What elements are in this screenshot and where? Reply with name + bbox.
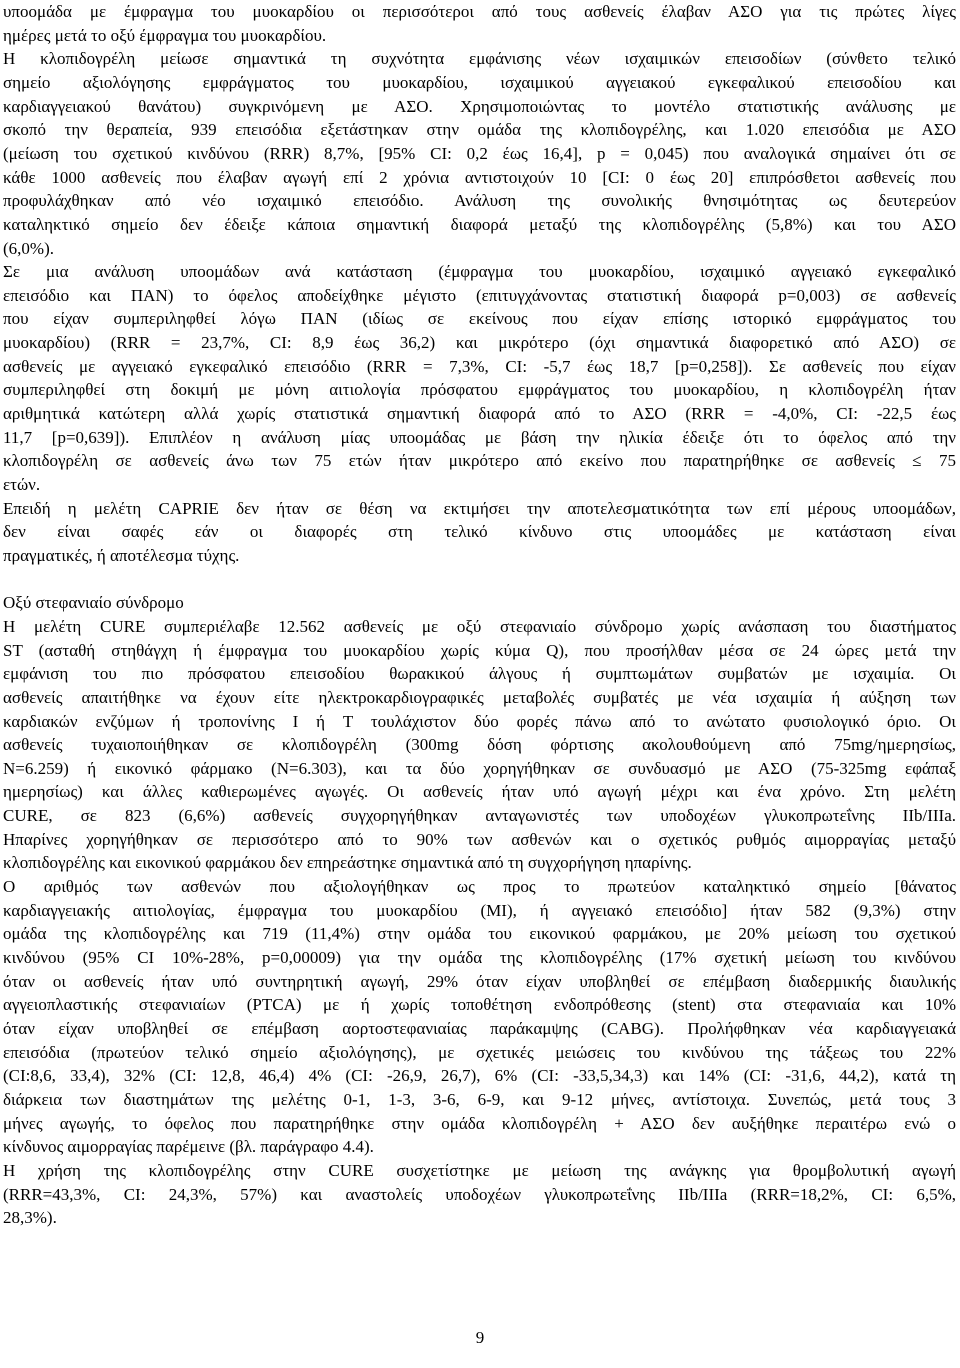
text-line: όταν οι ασθενείς ήταν υπό συντηρητική αγωγή, 29% όταν είχαν υποβληθεί σε επέμβαση διαδερμικής διαυλικής [3, 971, 956, 991]
text-line: διάρκεια των διαστημάτων της μελέτης 0-1, 1-3, 3-6, 6-9, και 9-12 μήνες, αντίστοιχα. Συνεπώς, μετά τους 3 [3, 1089, 956, 1109]
text-line: ασθενείς με αγγειακό εγκεφαλικό επεισόδιο (RRR = 7,3%, CI: -5,7 έως 18,7 [p=0,258]). Σε ασθενείς που είχαν [3, 356, 956, 376]
text-line: κλοπιδογρέλης και εικονικού φαρμάκου δεν επηρεάστηκε σημαντικά από τη συγχορήγηση ηπαρίνης. [3, 853, 692, 873]
text-line: κίνδυνος αιμορραγίας παρέμεινε (βλ. παράγραφο 4.4). [3, 1137, 374, 1157]
text-line: ασθενείς τυχαιοποιήθηκαν σε κλοπιδογρέλη (300mg δόση φόρτισης ακολουθούμενη από 75mg/ημερησίως, [3, 735, 956, 755]
text-line: ασθενείς απαιτήθηκε να έχουν είτε ηλεκτροκαρδιογραφικές μεταβολές συμβατές με νέα ισχαιμία ή αύξηση των [3, 687, 956, 707]
text-line: Ο αριθμός των ασθενών που αξιολογήθηκαν ως προς το πρωτεύον καταληκτικό σημείο [θάνατος [3, 877, 956, 897]
text-line: κινδύνου (95% CI 10%-28%, p=0,00009) για την ομάδα της κλοπιδογρέλης (17% σχετική μείωση του κινδύνου [3, 948, 956, 967]
text-line: 11,7 [p=0,639]). Επιπλέον η ανάλυση μίας υποομάδας με βάση την ηλικία έδειξε ότι το όφελος από την [3, 427, 956, 447]
text-line: εμφάνιση του πιο πρόσφατου επεισοδίου θωρακικού άλγους ή συμπτωμάτων συμβατών με ισχαιμία. Οι [3, 664, 956, 684]
text-line: 28,3%). [3, 1208, 57, 1228]
text-line: ST (ασταθή στηθάγχη ή έμφραγμα του μυοκαρδίου χωρίς κύμα Q), που προσήλθαν μέσα σε 24 ώρες μετά την [3, 640, 956, 660]
text-line: Η μελέτη CURE συμπεριέλαβε 12.562 ασθενείς με οξύ στεφανιαίο σύνδρομο χωρίς ανάσπαση του διαστήματος [3, 616, 956, 636]
text-line: ομάδα της κλοπιδογρέλης και 719 (11,4%) στην ομάδα του εικονικού φαρμάκου, με 20% μείωση του σχετικού [3, 924, 956, 944]
text-line: προφυλάχθηκαν από νέο ισχαιμικό επεισόδιο. Ανάλυση της συνολικής θνησιμότητας ως δευτερεύον [3, 191, 956, 211]
text-line: ετών. [3, 475, 41, 494]
text-line: καταληκτικό σημείο δεν έδειξε κάποια σημαντική διαφορά μεταξύ της κλοπιδογρέλης (5,8%) και του ΑΣΟ [3, 214, 956, 234]
text-line: υποομάδα με έμφραγμα του μυοκαρδίου οι περισσότεροι από τους ασθενείς έλαβαν ΑΣΟ για τις πρώτες λίγες [3, 2, 956, 21]
text-line: ημερησίως) και άλλες καθιερωμένες αγωγές. Οι ασθενείς ήταν υπό αγωγή μέχρι και ένα χρόνο. Στη μελέτη [3, 782, 956, 802]
text-line: σημείο αξιολόγησης εμφράγματος του μυοκαρδίου, ισχαιμικού αγγειακού εγκεφαλικού επεισοδίου και [3, 72, 956, 92]
text-line: (μείωση του σχετικού κινδύνου (RRR) 8,7%, [95% CI: 0,2 έως 16,4], p = 0,045) που αναλογικά σημαίνει ότι σε [3, 143, 956, 163]
text-line: Η χρήση της κλοπιδογρέλης στην CURE συσχετίστηκε με μείωση της ανάγκης για θρομβολυτική αγωγή [3, 1160, 956, 1180]
text-line: καρδιακών ενζύμων ή τροπονίνης I ή T τουλάχιστον δύο φορές πάνω από το ανώτατο φυσιολογικό όριο. Οι [3, 711, 956, 731]
text-line: αριθμητικά κατώτερη αλλά χωρίς στατιστικά σημαντική διαφορά από το ΑΣΟ (RRR = -4,0%, CI: -22,5 έως [3, 404, 956, 424]
text-line: καρδιαγγειακής αιτιολογίας, έμφραγμα του μυοκαρδίου (MI), ή αγγειακό επεισόδιο] ήταν 582 (9,3%) στην [3, 900, 956, 920]
text-line: πραγματικές, ή αποτέλεσμα τύχης. [3, 545, 240, 565]
text-line: N=6.259) ή εικονικό φάρμακο (N=6.303), και τα δύο χορηγήθηκαν σε συνδυασμό με ΑΣΟ (75-325mg εφάπαξ [3, 758, 956, 778]
text-line: αγγειοπλαστικής στεφανιαίων (PTCA) με ή χωρίς τοποθέτηση ενδοπρόθεσης (stent) στα στεφανιαία και 10% [3, 995, 956, 1015]
text-line: ημέρες μετά το οξύ έμφραγμα του μυοκαρδίου. [3, 25, 327, 45]
text-line: που είχαν συμπεριληφθεί λόγω ΠΑΝ (ιδίως σε εκείνους που είχαν επίσης ιστορικό εμφράγματος του [3, 309, 956, 329]
text-line: σκοπό την θεραπεία, 939 επεισόδια εξετάστηκαν στην ομάδα της κλοπιδογρέλης, και 1.020 επεισόδια με ΑΣΟ [3, 120, 956, 140]
text-line: (RRR=43,3%, CI: 24,3%, 57%) και αναστολείς υποδοχέων γλυκοπρωτεΐνης IIb/IIIa (RRR=18,2%, CI: 6,5%, [3, 1184, 956, 1204]
text-line: συμπεριληφθεί στη δοκιμή με μόνη αιτιολογία πρόσφατου εμφράγματος του μυοκαρδίου, η κλοπιδογρέλη ήταν [3, 380, 956, 400]
text-line: όταν είχαν υποβληθεί σε επέμβαση αορτοστεφανιαίας παράκαμψης (CABG). Προλήφθηκαν νέα καρδιαγγειακά [3, 1018, 956, 1038]
text-line: Η κλοπιδογρέλη μείωσε σημαντικά τη συχνότητα εμφάνισης νέων ισχαιμικών επεισοδίων (σύνθετο τελικό [3, 49, 956, 69]
text-line: επεισόδιο και ΠΑΝ) το όφελος αποδείχθηκε μέγιστο (επιτυγχάνοντας στατιστική διαφορά p=0,003) σε ασθενείς [3, 285, 956, 305]
text-line: Επειδή η μελέτη CAPRIE δεν ήταν σε θέση να εκτιμήσει την αποτελεσματικότητα των επί μέρους υποομάδων, [3, 498, 956, 518]
text-line: μήνες αγωγής, το όφελος που παρατηρήθηκε στην ομάδα κλοπιδογρέλη + ΑΣΟ δεν αυξήθηκε περαιτέρω ενώ ο [3, 1113, 956, 1133]
text-line: μυοκαρδίου) (RRR = 23,7%, CI: 8,9 έως 36,2) και μικρότερο (όχι σημαντικά διαφορετικό από ΑΣΟ) σε [3, 333, 956, 353]
text-line: Ηπαρίνες χορηγήθηκαν σε περισσότερο από το 90% των ασθενών και ο σχετικός ρυθμός αιμορραγίας μεταξύ [3, 829, 956, 849]
text-line: (CI:8,6, 33,4), 32% (CI: 12,8, 46,4) 4% (CI: -26,9, 26,7), 6% (CI: -33,5,34,3) και 14% (CI: -31,6, 44,2), κατά τη [3, 1066, 956, 1086]
text-line: επεισόδια (πρωτεύον τελικό σημείο αξιολόγησης), με σχετικές μειώσεις του κινδύνου της τάξεως του 22% [3, 1042, 956, 1062]
text-line: Σε μια ανάλυση υποομάδων ανά κατάσταση (έμφραγμα του μυοκαρδίου, ισχαιμικό αγγειακό εγκεφαλικό [3, 262, 956, 282]
text-line: CURE, σε 823 (6,6%) ασθενείς συγχορηγήθηκαν ανταγωνιστές των υποδοχέων γλυκοπρωτεΐνης IIb/IIIa. [3, 806, 956, 826]
page-number: 9 [475, 1328, 485, 1347]
text-line: κλοπιδογρέλη σε ασθενείς άνω των 75 ετών ήταν μικρότερο από εκείνο που παρατηρήθηκε σε ασθενείς ≤ 75 [3, 451, 956, 471]
text-line: Οξύ στεφανιαίο σύνδρομο [3, 593, 184, 613]
text-line: (6,0%). [3, 238, 54, 258]
text-line: κάθε 1000 ασθενείς που έλαβαν αγωγή επί 2 χρόνια αντιστοιχούν 10 [CI: 0 έως 20] επιπρόσθετοι ασθενείς που [3, 167, 956, 187]
text-line: δεν είναι σαφές εάν οι διαφορές στη τελικό κίνδυνο στις υποομάδες με κατάσταση είναι [3, 522, 956, 542]
text-line: καρδιαγγειακού θανάτου) συγκρινόμενη με ΑΣΟ. Χρησιμοποιώντας το μοντέλο στατιστικής ανάλυσης με [3, 96, 956, 116]
